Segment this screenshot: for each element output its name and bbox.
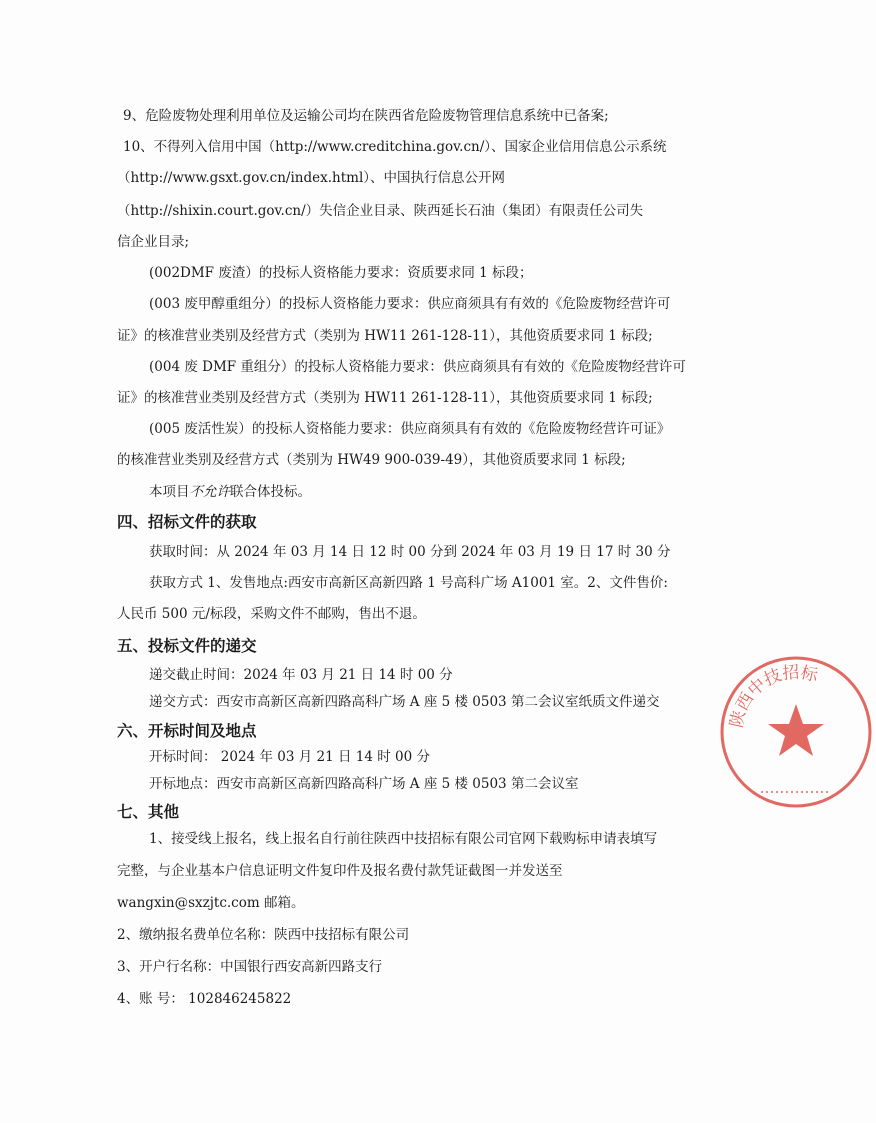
- text-line: 1、接受线上报名，线上报名自行前往陕西中技招标有限公司官网下载购标申请表填写: [149, 831, 658, 847]
- seal-ring: [722, 658, 870, 806]
- text-span: 联合体投标。: [230, 484, 311, 500]
- text-line: (002DMF 废渣）的投标人资格能力要求：资质要求同 1 标段；: [149, 265, 533, 281]
- text-line: 信企业目录;: [117, 234, 190, 250]
- text-span: 本项目: [149, 484, 190, 500]
- text-line: wangxin@sxzjtc.com 邮箱。: [117, 895, 305, 911]
- seal-text: 陕西中技招标: [726, 662, 820, 730]
- text-line: 的核准营业类别及经营方式（类别为 HW49 900-039-49），其他资质要求同 1 标段;: [117, 452, 626, 468]
- text-line: 获取方式 1、发售地点:西安市高新区高新四路 1 号高科广场 A1001 室。2、文件售价:: [149, 575, 668, 591]
- text-line: 递交截止时间：2024 年 03 月 21 日 14 时 00 分: [149, 667, 453, 683]
- seal-graphic: [716, 652, 876, 812]
- text-line: 人民币 500 元/标段，采购文件不邮购，售出不退。: [117, 606, 426, 622]
- section-heading: 六、开标时间及地点: [117, 722, 257, 740]
- text-line: 开标时间： 2024 年 03 月 21 日 14 时 00 分: [149, 749, 430, 765]
- text-line: (003 废甲醇重组分）的投标人资格能力要求：供应商须具有有效的《危险废物经营许可: [149, 296, 671, 312]
- section-heading: 七、其他: [117, 803, 180, 821]
- text-line: （http://www.gsxt.gov.cn/index.html）、中国执行信息公开网: [117, 170, 506, 186]
- seal-star-icon: [768, 704, 824, 756]
- text-line: （http://shixin.court.gov.cn/）失信企业目录、陕西延长石油（集团）有限责任公司失: [117, 203, 644, 219]
- text-line: 获取时间：从 2024 年 03 月 14 日 12 时 00 分到 2024 年 03 月 19 日 17 时 30 分: [149, 544, 671, 560]
- company-seal: [716, 652, 876, 812]
- italic-text: 不允许: [189, 484, 230, 500]
- text-line: (005 废活性炭）的投标人资格能力要求：供应商须具有有效的《危险废物经营许可证》: [149, 421, 671, 437]
- text-line: 完整，与企业基本户信息证明文件复印件及报名费付款凭证截图一并发送至: [117, 863, 563, 879]
- text-line: 9、危险废物处理利用单位及运输公司均在陕西省危险废物管理信息系统中已备案;: [123, 108, 609, 124]
- text-line: [149, 483, 311, 501]
- section-heading: 四、招标文件的获取: [117, 513, 257, 531]
- text-line: 3、开户行名称：中国银行西安高新四路支行: [117, 959, 383, 975]
- text-line: (004 废 DMF 重组分）的投标人资格能力要求：供应商须具有有效的《危险废物经营许可: [149, 359, 686, 375]
- text-line: 证》的核准营业类别及经营方式（类别为 HW11 261-128-11），其他资质要求同 1 标段;: [117, 390, 653, 406]
- text-line: 开标地点：西安市高新区高新四路高科广场 A 座 5 楼 0503 第二会议室: [149, 776, 579, 792]
- text-line: 2、缴纳报名费单位名称：陕西中技招标有限公司: [117, 927, 410, 943]
- text-line: 证》的核准营业类别及经营方式（类别为 HW11 261-128-11），其他资质要求同 1 标段;: [117, 328, 653, 344]
- text-line: 递交方式：西安市高新区高新四路高科广场 A 座 5 楼 0503 第二会议室纸质文件递交: [149, 694, 660, 710]
- section-heading: 五、投标文件的递交: [117, 637, 257, 655]
- text-line: 4、账 号： 102846245822: [117, 991, 292, 1007]
- text-line: 10、不得列入信用中国（http://www.creditchina.gov.cn/）、国家企业信用信息公示系统: [123, 139, 667, 155]
